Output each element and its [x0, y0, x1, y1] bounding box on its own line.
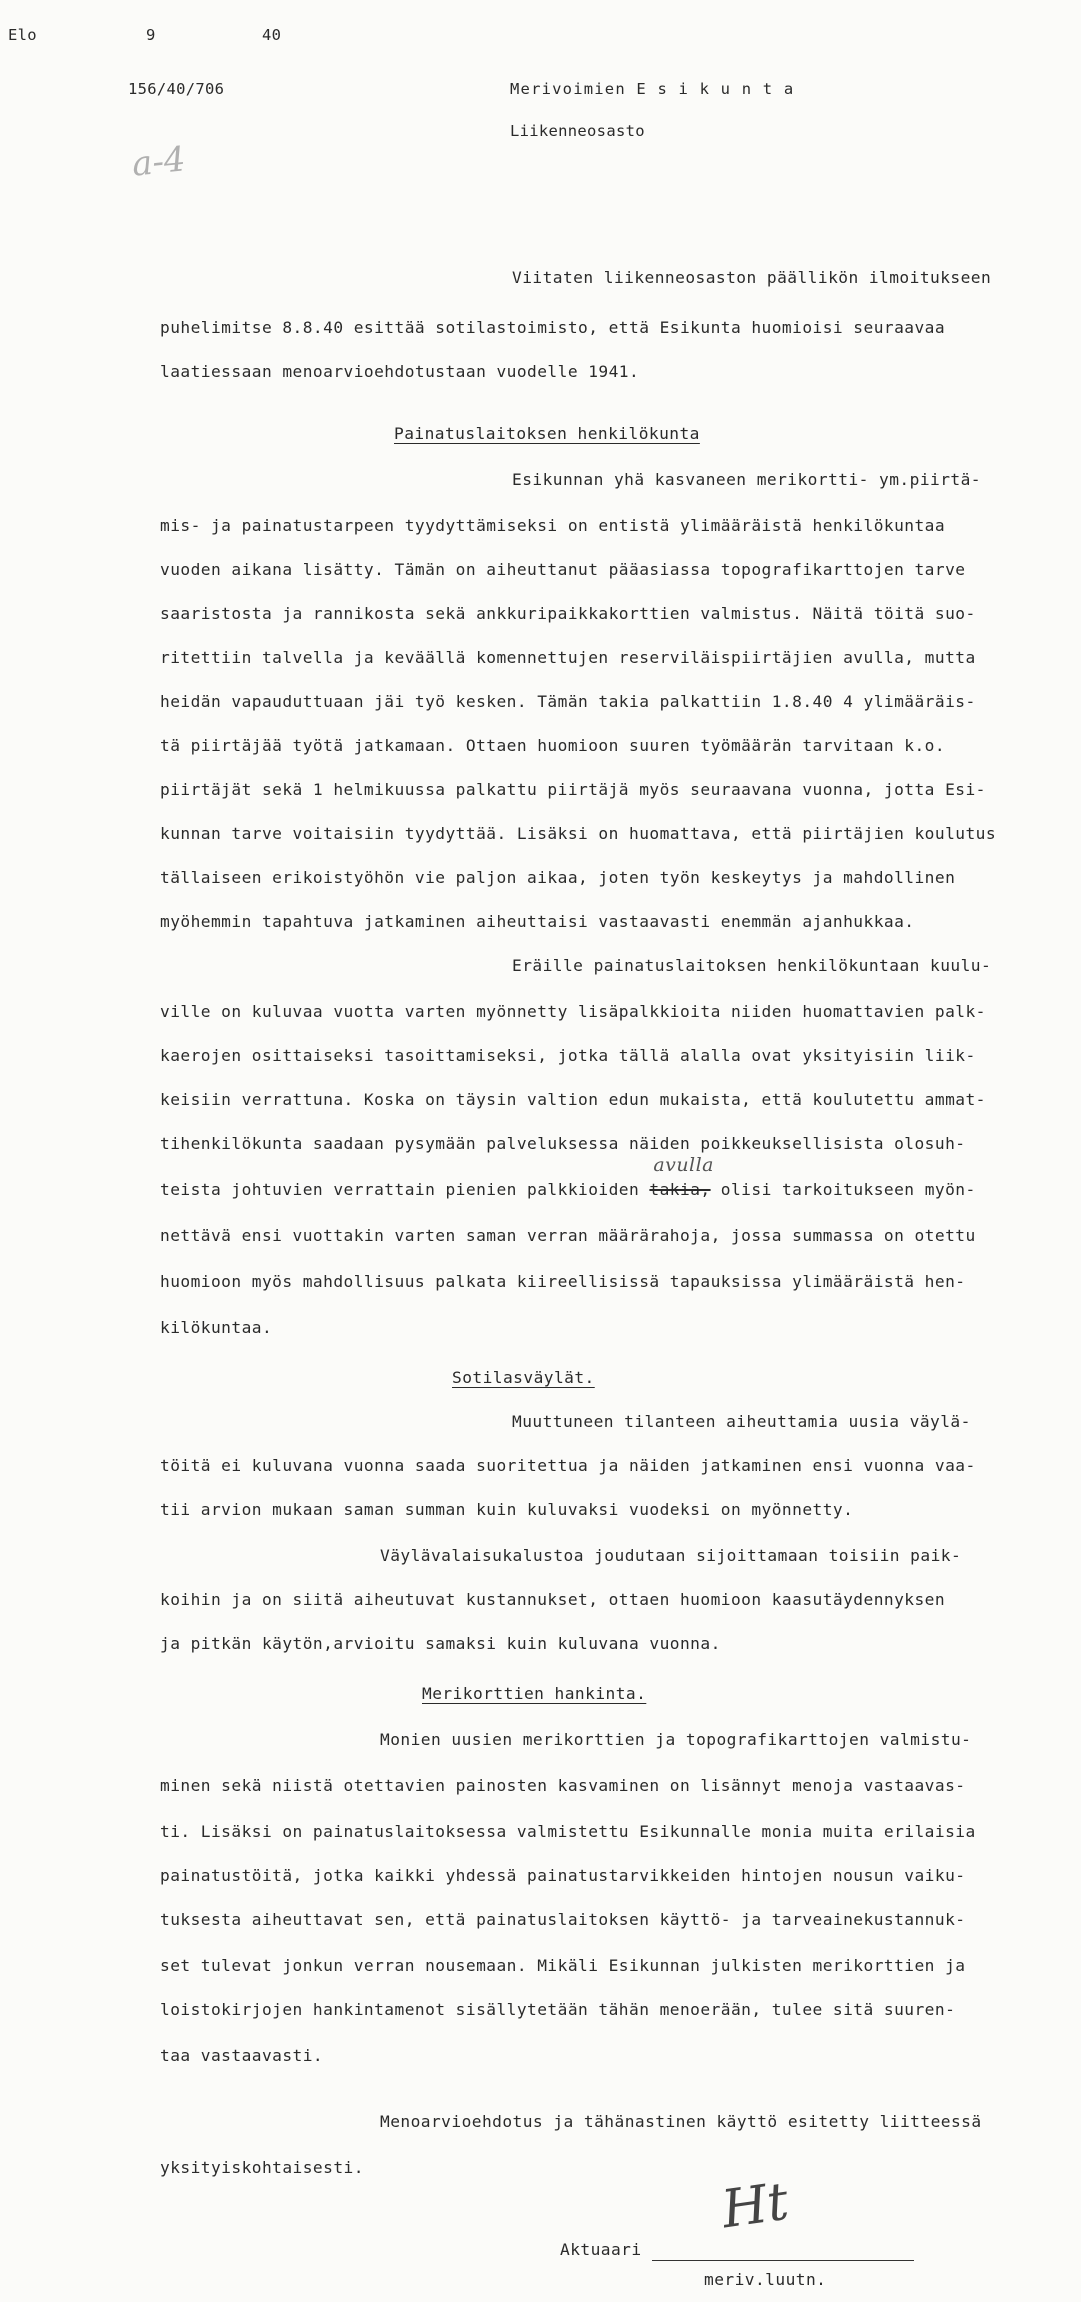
- reference-number: 156/40/706: [128, 80, 225, 98]
- paragraph-line: mis- ja painatustarpeen tyydyttämiseksi on entistä ylimääräistä henkilökuntaa: [160, 516, 946, 535]
- line-start: teista johtuvien verrattain pienien palkkioiden: [160, 1180, 640, 1199]
- paragraph-line: tuksesta aiheuttavat sen, että painatuslaitoksen käyttö- ja tarveainekustannuk-: [160, 1910, 966, 1929]
- paragraph-line: keisiin verrattuna. Koska on täysin valtion edun mukaista, että koulutettu ammat-: [160, 1090, 986, 1109]
- paragraph-line: ritettiin talvella ja keväällä komennettujen reserviläispiirtäjien avulla, mutta: [160, 648, 976, 667]
- department-name: Liikenneosasto: [510, 122, 645, 140]
- date-year: 40: [262, 26, 282, 44]
- paragraph-line: set tulevat jonkun verran nousemaan. Mikäli Esikunnan julkisten merikorttien ja: [160, 1956, 966, 1975]
- paragraph-line: Väylävalaisukalustoa joudutaan sijoittamaan toisiin paik-: [380, 1546, 962, 1565]
- pencil-annotation: a-4: [130, 139, 188, 185]
- paragraph-line: tihenkilökunta saadaan pysymään palveluksessa näiden poikkeuksellisista olosuh-: [160, 1134, 966, 1153]
- section-heading: Sotilasväylät.: [452, 1368, 595, 1387]
- paragraph-line: vuoden aikana lisätty. Tämän on aiheuttanut pääasiassa topografikarttojen tarve: [160, 560, 966, 579]
- handwritten-insertion: avulla: [653, 1154, 714, 1176]
- organization-name: Merivoimien E s i k u n t a: [510, 80, 795, 98]
- signatory-title: Aktuaari: [560, 2240, 642, 2259]
- section-heading: Merikorttien hankinta.: [422, 1684, 647, 1703]
- paragraph-line-with-correction: [160, 1154, 976, 1199]
- paragraph-line: kunnan tarve voitaisiin tyydyttää. Lisäksi on huomattava, että piirtäjien koulutus: [160, 824, 997, 843]
- paragraph-line: Eräille painatuslaitoksen henkilökuntaan kuulu-: [512, 956, 992, 975]
- paragraph-line: myöhemmin tapahtuva jatkaminen aiheuttaisi vastaavasti enemmän ajanhukkaa.: [160, 912, 915, 931]
- paragraph-line: painatustöitä, jotka kaikki yhdessä painatustarvikkeiden hintojen nousun vaiku-: [160, 1866, 966, 1885]
- paragraph-line: kaerojen osittaiseksi tasoittamiseksi, jotka tällä alalla ovat yksityisiin liik-: [160, 1046, 976, 1065]
- paragraph-line: laatiessaan menoarvioehdotustaan vuodelle 1941.: [160, 362, 640, 381]
- paragraph-line: koihin ja on siitä aiheutuvat kustannukset, ottaen huomioon kaasutäydennyksen: [160, 1590, 946, 1609]
- paragraph-line: tällaiseen erikoistyöhön vie paljon aikaa, joten työn keskeytys ja mahdollinen: [160, 868, 956, 887]
- paragraph-line: loistokirjojen hankintamenot sisällytetään tähän menoerään, tulee sitä suuren-: [160, 2000, 956, 2019]
- signatory-rank: meriv.luutn.: [704, 2270, 827, 2289]
- paragraph-line: Esikunnan yhä kasvaneen merikortti- ym.piirtä-: [512, 470, 982, 489]
- signature-line: [652, 2260, 914, 2261]
- paragraph-line: ja pitkän käytön,arvioitu samaksi kuin kuluvana vuonna.: [160, 1634, 721, 1653]
- handwritten-signature: Ht: [718, 2171, 793, 2241]
- paragraph-line: minen sekä niistä otettavien painosten kasvaminen on lisännyt menoja vastaavas-: [160, 1776, 966, 1795]
- paragraph-line: saaristosta ja rannikosta sekä ankkuripaikkakorttien valmistus. Näitä töitä suo-: [160, 604, 976, 623]
- paragraph-line: ti. Lisäksi on painatuslaitoksessa valmistettu Esikunnalle monia muita erilaisia: [160, 1822, 976, 1841]
- paragraph-line: ville on kuluvaa vuotta varten myönnetty lisäpalkkioita niiden huomattavien palk-: [160, 1002, 986, 1021]
- date-day: 9: [146, 26, 156, 44]
- paragraph-line: huomioon myös mahdollisuus palkata kiireellisissä tapauksissa ylimääräistä hen-: [160, 1272, 966, 1291]
- paragraph-line: tä piirtäjää työtä jatkamaan. Ottaen huomioon suuren työmäärän tarvitaan k.o.: [160, 736, 946, 755]
- paragraph-line: Monien uusien merikorttien ja topografikarttojen valmistu-: [380, 1730, 972, 1749]
- paragraph-line: piirtäjät sekä 1 helmikuussa palkattu piirtäjä myös seuraavana vuonna, jotta Esi-: [160, 780, 986, 799]
- date-month: Elo: [8, 26, 37, 44]
- line-end: olisi tarkoitukseen myön-: [710, 1180, 976, 1199]
- paragraph-line: puhelimitse 8.8.40 esittää sotilastoimisto, että Esikunta huomioisi seuraavaa: [160, 318, 946, 337]
- paragraph-line: heidän vapauduttuaan jäi työ kesken. Tämän takia palkattiin 1.8.40 4 ylimääräis-: [160, 692, 976, 711]
- paragraph-line: nettävä ensi vuottakin varten saman verran määrärahoja, jossa summassa on otettu: [160, 1226, 976, 1245]
- paragraph-line: töitä ei kuluvana vuonna saada suoritettua ja näiden jatkaminen ensi vuonna vaa-: [160, 1456, 976, 1475]
- paragraph-line: taa vastaavasti.: [160, 2046, 324, 2065]
- paragraph-line: Muuttuneen tilanteen aiheuttamia uusia väylä-: [512, 1412, 971, 1431]
- paragraph-line: tii arvion mukaan saman summan kuin kuluvaksi vuodeksi on myönnetty.: [160, 1500, 854, 1519]
- paragraph-line: kilökuntaa.: [160, 1318, 273, 1337]
- section-heading: Painatuslaitoksen henkilökunta: [394, 424, 700, 443]
- struck-word: takia,: [649, 1180, 711, 1199]
- paragraph-line: yksityiskohtaisesti.: [160, 2158, 364, 2177]
- paragraph-line: Viitaten liikenneosaston päällikön ilmoitukseen: [512, 268, 992, 287]
- paragraph-line: Menoarvioehdotus ja tähänastinen käyttö esitetty liitteessä: [380, 2112, 982, 2131]
